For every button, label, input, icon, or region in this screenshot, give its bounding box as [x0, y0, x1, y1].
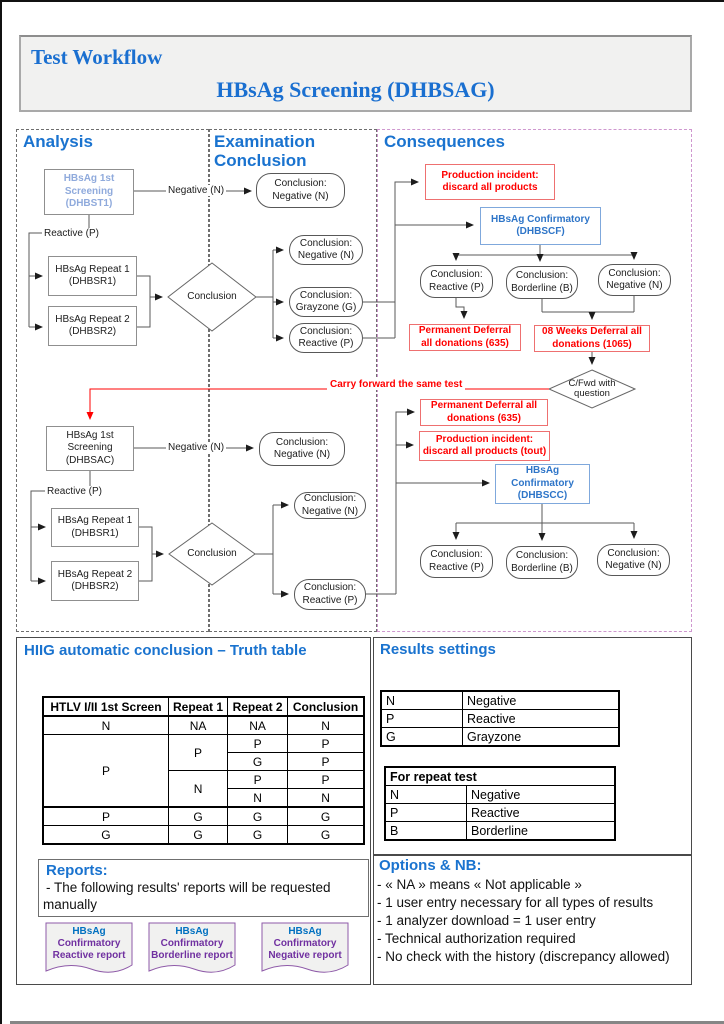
edge-label-negative-2: Negative (N) — [168, 442, 225, 453]
options-item: - No check with the history (discrepancy allowed) — [377, 949, 670, 964]
doc-type-label: Confirmatory — [57, 938, 121, 949]
node-c-negative-2: Conclusion: Negative (N) — [597, 544, 670, 576]
consequences-title: Consequences — [384, 132, 505, 151]
node-conclusion-negative-3: Conclusion: Negative (N) — [259, 432, 345, 466]
node-production-incident-1: Production incident: discard all products — [425, 164, 555, 200]
results-settings-title: Results settings — [380, 641, 496, 658]
node-confirmatory-dhbscf: HBsAg Confirmatory (DHBSCF) — [480, 207, 601, 245]
report-doc-negative — [261, 922, 349, 978]
node-dhbsac: HBsAg 1st Screening (DHBSAC) — [46, 426, 134, 471]
options-item: - 1 analyzer download = 1 user entry — [377, 913, 596, 928]
repeat-table-header-row: For repeat test — [385, 767, 615, 786]
node-c-reactive-1: Conclusion: Reactive (P) — [420, 265, 493, 298]
doc-report-label: Negative report — [268, 950, 342, 961]
truth-row: N N — [43, 789, 364, 808]
reports-body-line1: - The following results' reports will be requested — [46, 880, 331, 895]
doc-type-label: Confirmatory — [273, 938, 337, 949]
edge-label-reactive-2: Reactive (P) — [47, 486, 103, 497]
edge-label-negative-1: Negative (N) — [168, 185, 225, 196]
doc-type-label: Confirmatory — [160, 938, 224, 949]
results-row: B Borderline — [385, 822, 615, 841]
node-production-incident-2: Production incident: discard all products (tout) — [419, 431, 550, 461]
truth-row: N NA NA N — [43, 716, 364, 735]
node-c-borderline-1: Conclusion: Borderline (B) — [506, 266, 578, 299]
options-item: - « NA » means « Not applicable » — [377, 877, 582, 892]
options-item: - Technical authorization required — [377, 931, 576, 946]
results-row: N Negative — [385, 786, 615, 804]
reports-body-line2: manually — [43, 897, 98, 912]
node-repeat2-b: HBsAg Repeat 2 (DHBSR2) — [51, 561, 139, 601]
analysis-title: Analysis — [23, 132, 93, 151]
edge-label-reactive-1: Reactive (P) — [44, 228, 100, 239]
truth-row: G G G G — [43, 826, 364, 845]
node-conclusion-reactive-2: Conclusion: Reactive (P) — [294, 579, 366, 610]
node-c-reactive-2: Conclusion: Reactive (P) — [420, 545, 493, 578]
truth-row: P G G G — [43, 807, 364, 826]
node-dhbst1: HBsAg 1st Screening (DHBST1) — [44, 169, 134, 215]
node-confirmatory-dhbscc: HBsAg Confirmatory (DHBSCC) — [495, 464, 590, 504]
diamond-label-conclusion-1: Conclusion — [187, 291, 237, 302]
options-title: Options & NB: — [379, 857, 482, 874]
diamond-label-cfwd: C/Fwd with question — [568, 378, 616, 400]
truth-row: P P P P — [43, 735, 364, 753]
truth-header: HTLV I/II 1st Screen — [43, 697, 168, 716]
node-repeat2-a: HBsAg Repeat 2 (DHBSR2) — [48, 306, 137, 346]
report-doc-borderline — [148, 922, 236, 978]
page-subtitle: HBsAg Screening (DHBSAG) — [216, 77, 495, 102]
report-doc-reactive — [45, 922, 133, 978]
doc-product-label: HBsAg — [175, 926, 209, 937]
doc-report-label: Reactive report — [52, 950, 126, 961]
node-conclusion-grayzone: Conclusion: Grayzone (G) — [289, 287, 363, 317]
node-repeat1-b: HBsAg Repeat 1 (DHBSR1) — [51, 508, 139, 547]
examination-title: Examination Conclusion — [214, 132, 316, 171]
node-conclusion-negative-2: Conclusion: Negative (N) — [289, 235, 363, 265]
doc-product-label: HBsAg — [288, 926, 322, 937]
truth-header: Repeat 2 — [228, 697, 288, 716]
page-title: Test Workflow — [31, 45, 163, 69]
truth-table-title: HIIG automatic conclusion – Truth table — [24, 642, 307, 659]
node-conclusion-negative-1: Conclusion: Negative (N) — [256, 173, 345, 208]
diamond-label-conclusion-2: Conclusion — [187, 548, 237, 559]
node-conclusion-negative-4: Conclusion: Negative (N) — [294, 492, 366, 519]
node-conclusion-reactive-1: Conclusion: Reactive (P) — [289, 323, 363, 353]
results-row: N Negative — [381, 691, 619, 710]
results-row: G Grayzone — [381, 728, 619, 747]
truth-row: G P — [43, 753, 364, 771]
node-permanent-deferral-1: Permanent Deferral all donations (635) — [409, 324, 521, 351]
node-permanent-deferral-2: Permanent Deferral all donations (635) — [420, 399, 548, 426]
node-c-borderline-2: Conclusion: Borderline (B) — [506, 546, 578, 579]
reports-title: Reports: — [46, 862, 108, 879]
node-repeat1-a: HBsAg Repeat 1 (DHBSR1) — [48, 256, 137, 296]
truth-header: Conclusion — [288, 697, 364, 716]
node-c-negative-1: Conclusion: Negative (N) — [598, 264, 671, 296]
carry-forward-label: Carry forward the same test — [327, 379, 465, 390]
node-weeks-deferral: 08 Weeks Deferral all donations (1065) — [534, 325, 650, 352]
doc-report-label: Borderline report — [151, 950, 233, 961]
doc-product-label: HBsAg — [72, 926, 106, 937]
options-item: - 1 user entry necessary for all types of results — [377, 895, 654, 910]
truth-header: Repeat 1 — [168, 697, 227, 716]
results-row: P Reactive — [381, 710, 619, 728]
truth-row: N P P — [43, 771, 364, 789]
results-row: P Reactive — [385, 804, 615, 822]
